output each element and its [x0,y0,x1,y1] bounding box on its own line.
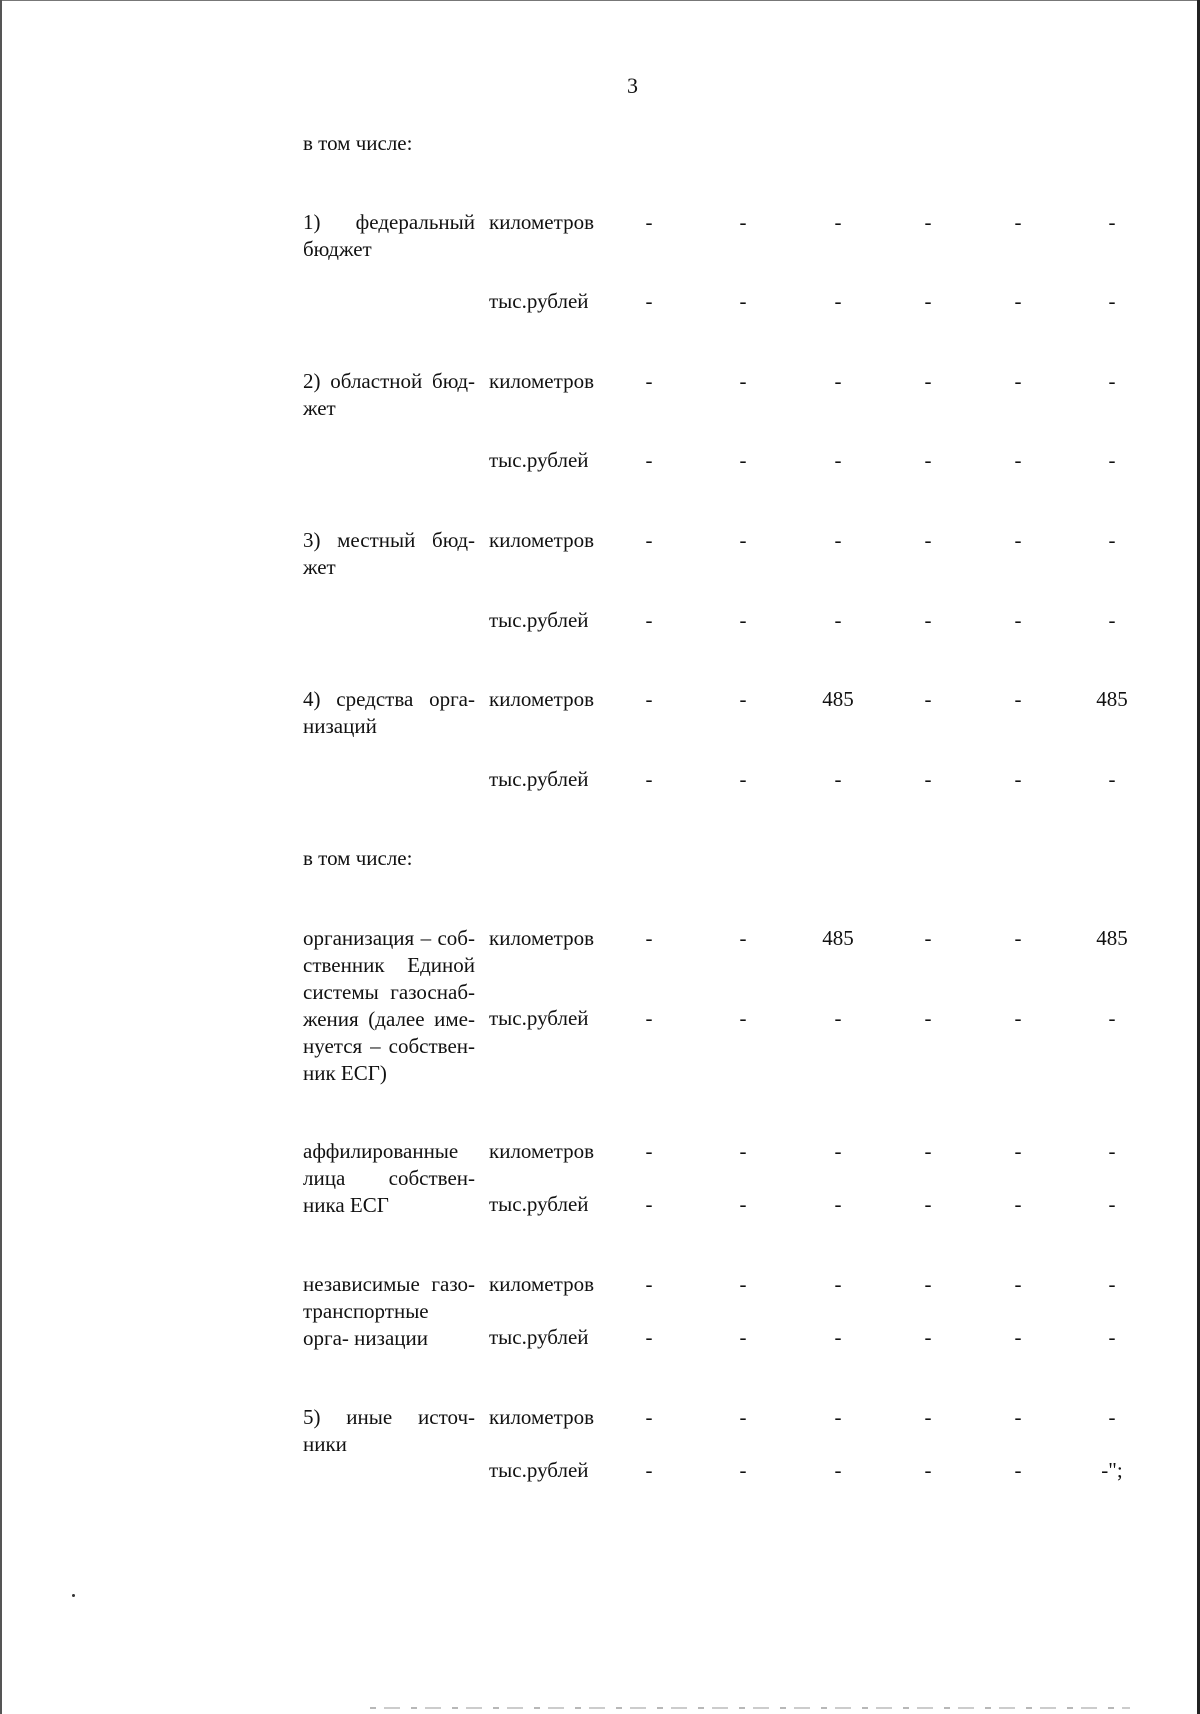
table-cell: - [924,528,932,552]
table-cell: - [924,926,932,950]
table-cell: - [924,448,932,472]
table-cell: - [1014,608,1022,632]
table-cell: - [645,369,653,393]
table-cell: - [1108,608,1116,632]
table-cell: - [834,1325,842,1349]
table-cell: - [924,1139,932,1163]
table-cell: - [1014,1405,1022,1429]
table-cell: - [1014,1272,1022,1296]
unit-rub: тыс.рублей [489,608,589,632]
table-cell: - [834,289,842,313]
table-cell: - [1108,448,1116,472]
table-cell: - [739,608,747,632]
table-cell: - [834,528,842,552]
row-label-independent-gas-transport: независимые газо- транспортные орга- низации [303,1272,475,1350]
table-cell: - [1014,687,1022,711]
table-cell: - [924,1405,932,1429]
table-cell: - [1108,1139,1116,1163]
row-label-other-sources: 5) иные источ- ники [303,1405,475,1456]
table-cell: - [834,1458,842,1482]
table-cell: - [834,1192,842,1216]
table-cell: - [834,1139,842,1163]
table-cell: - [1108,210,1116,234]
table-cell: - [1014,369,1022,393]
table-cell: - [1108,528,1116,552]
table-cell: - [1014,1006,1022,1030]
page-number: 3 [627,73,638,98]
table-cell: - [1014,1139,1022,1163]
table-cell: - [834,448,842,472]
table-cell: - [645,1006,653,1030]
table-cell: - [924,289,932,313]
table-cell: - [645,608,653,632]
table-cell: - [834,608,842,632]
table-cell: - [739,1139,747,1163]
unit-rub: тыс.рублей [489,767,589,791]
table-cell: - [739,210,747,234]
table-cell: - [739,926,747,950]
table-cell: - [1108,369,1116,393]
table-cell: - [1108,1325,1116,1349]
row-label-organization-funds: 4) средства орга- низаций [303,687,475,738]
table-cell: - [645,210,653,234]
table-cell: - [924,1272,932,1296]
table-cell: - [645,1325,653,1349]
unit-km: километров [489,687,594,711]
unit-km: километров [489,369,594,393]
table-cell: 485 [1096,687,1128,711]
table-cell: - [645,1272,653,1296]
unit-km: километров [489,926,594,950]
unit-rub: тыс.рублей [489,1006,589,1030]
table-cell: - [1108,1405,1116,1429]
table-cell: 485 [822,926,854,950]
page-edge-left [0,0,2,1714]
page-edge-top [0,0,1200,1]
table-cell: - [645,687,653,711]
table-cell: - [1014,926,1022,950]
table-cell: 485 [1096,926,1128,950]
table-cell: - [924,1325,932,1349]
table-cell: - [1108,1192,1116,1216]
table-cell: - [834,1272,842,1296]
table-cell: - [1108,289,1116,313]
row-label-affiliated-persons: аффилированные лица собствен- ника ЕСГ [303,1139,475,1217]
table-cell: - [739,1405,747,1429]
table-cell: - [1108,1272,1116,1296]
section-heading: в том числе: [303,846,413,870]
table-cell: - [1014,289,1022,313]
table-cell: - [834,767,842,791]
table-cell: - [645,289,653,313]
table-cell: - [1014,1458,1022,1482]
table-cell: - [834,369,842,393]
table-cell: - [1014,1325,1022,1349]
table-cell: - [1014,528,1022,552]
row-label-local-budget: 3) местный бюд- жет [303,528,475,579]
table-cell: - [1014,1192,1022,1216]
table-cell: - [834,1405,842,1429]
table-cell: - [739,1192,747,1216]
table-cell: - [645,1192,653,1216]
table-cell: - [834,1006,842,1030]
table-cell: - [834,210,842,234]
table-cell: - [739,1006,747,1030]
row-label-federal-budget: 1) федеральный бюджет [303,210,475,261]
table-cell: - [739,1325,747,1349]
table-cell: - [924,687,932,711]
table-cell: - [645,1458,653,1482]
row-label-regional-budget: 2) областной бюд- жет [303,369,475,420]
table-cell: 485 [822,687,854,711]
scan-artifact [370,1707,1130,1709]
table-cell: -"; [1101,1458,1123,1482]
table-cell: - [924,369,932,393]
unit-km: километров [489,210,594,234]
table-cell: - [924,608,932,632]
table-cell: - [924,767,932,791]
table-cell: - [739,1458,747,1482]
table-cell: - [645,926,653,950]
table-cell: - [739,528,747,552]
unit-km: километров [489,1139,594,1163]
table-cell: - [739,687,747,711]
row-label-esg-owner: организация – соб- ственник Единой системы газоснаб- жения (далее име- нуется – собствен- ник ЕСГ) [303,926,475,1085]
table-cell: - [1014,767,1022,791]
table-cell: - [739,289,747,313]
table-cell: - [924,1458,932,1482]
unit-rub: тыс.рублей [489,289,589,313]
table-cell: - [739,1272,747,1296]
table-cell: - [645,1405,653,1429]
table-cell: - [739,369,747,393]
table-cell: - [924,1192,932,1216]
section-heading: в том числе: [303,131,413,155]
scan-speck [72,1594,75,1597]
table-cell: - [645,448,653,472]
table-cell: - [645,767,653,791]
table-cell: - [739,448,747,472]
table-cell: - [645,1139,653,1163]
table-cell: - [1014,210,1022,234]
table-cell: - [924,210,932,234]
table-cell: - [1108,1006,1116,1030]
table-cell: - [1108,767,1116,791]
unit-rub: тыс.рублей [489,1192,589,1216]
table-cell: - [924,1006,932,1030]
unit-km: километров [489,528,594,552]
unit-km: километров [489,1405,594,1429]
table-cell: - [645,528,653,552]
unit-km: километров [489,1272,594,1296]
table-cell: - [739,767,747,791]
unit-rub: тыс.рублей [489,1325,589,1349]
table-cell: - [1014,448,1022,472]
unit-rub: тыс.рублей [489,1458,589,1482]
unit-rub: тыс.рублей [489,448,589,472]
